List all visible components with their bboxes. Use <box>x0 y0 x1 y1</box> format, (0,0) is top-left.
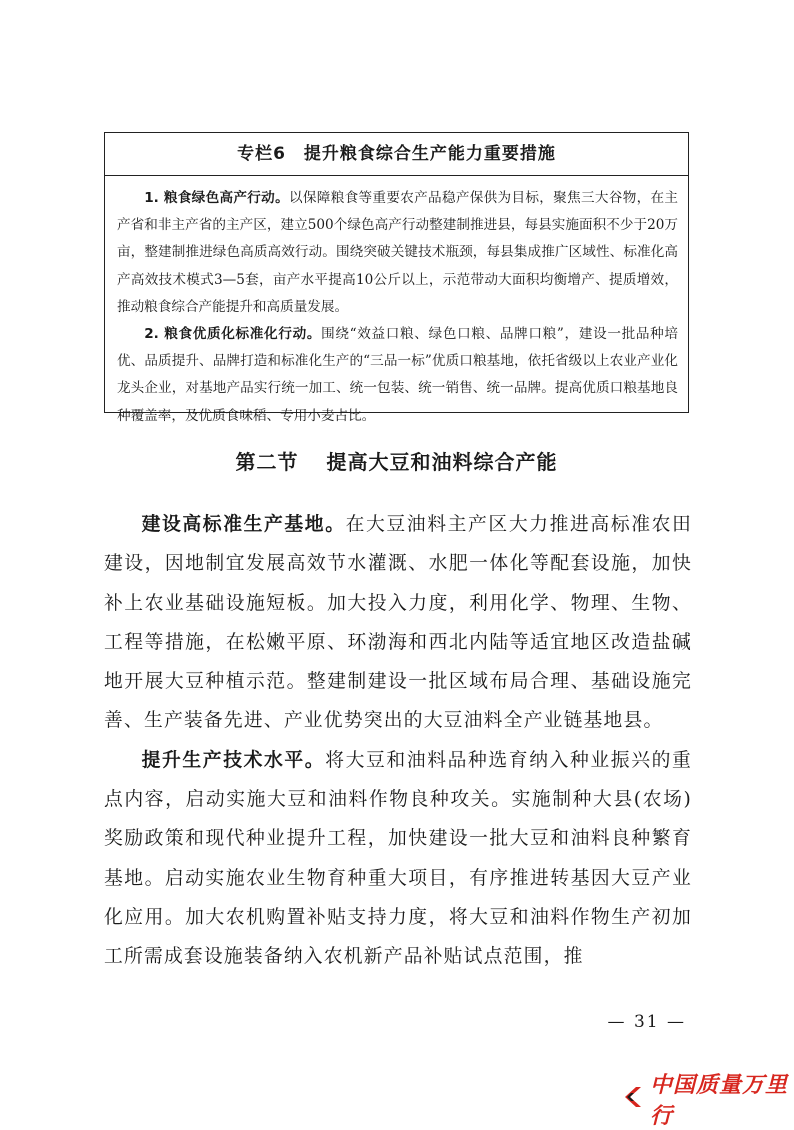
section-number: 第二节 <box>235 450 299 474</box>
paragraph-heading: 建设高标准生产基地。 <box>141 514 346 535</box>
watermark <box>620 1073 790 1129</box>
paragraph-heading: 提升生产技术水平。 <box>141 749 326 771</box>
paragraph <box>104 505 692 741</box>
watermark-text: 中国质量万里行 <box>650 1073 789 1129</box>
section-heading: 提高大豆和油料综合产能 <box>326 450 558 474</box>
column-box-body <box>105 176 688 430</box>
column-item-text: 围绕“效益口粮、绿色口粮、品牌口粮”，建设一批品种培优、品质提升、品牌打造和标准化生产的“三品一标”优质口粮基地，依托省级以上农业产业化龙头企业，对基地产品实行统一加工、统一包装、统一销售、统一品牌。提高优质口粮基地良种覆盖率，及优质食味稻、专用小麦占比。 <box>117 326 678 424</box>
column-item-heading: 2. 粮食优质化标准化行动。 <box>144 326 322 343</box>
column-item <box>117 321 678 430</box>
body-text <box>104 505 692 977</box>
column-box-title: 专栏6 提升粮食综合生产能力重要措施 <box>105 133 688 176</box>
column-item-heading: 1. 粮食绿色高产行动。 <box>144 190 289 206</box>
section-title <box>104 446 689 475</box>
paragraph-text: 在大豆油料主产区大力推进高标准农田建设，因地制宜发展高效节水灌溉、水肥一体化等配套设施，加快补上农业基础设施短板。加大投入力度，利用化学、物理、生物、工程等措施，在松嫩平原、环渤海和西北内陆等适宜地区改造盐碱地开展大豆种植示范。整建制建设一批区域布局合理、基础设施完善、生产装备先进、产业优势突出的大豆油料全产业链基地县。 <box>104 514 693 732</box>
column-item-text: 以保障粮食等重要农产品稳产保供为目标，聚焦三大谷物，在主产省和非主产省的主产区，建立500个绿色高产行动整建制推进县，每县实施面积不少于20万亩，整建制推进绿色高质高效行动。围绕突破关键技术瓶颈，每县集成推广区域性、标准化高产高效技术模式3—5套，亩产水平提高10公斤以上，示范带动大面积均衡增产、提质增效，推动粮食综合产能提升和高质量发展。 <box>117 190 679 315</box>
chevron-logo-icon <box>620 1084 646 1114</box>
page-number: — 31 — <box>607 1012 686 1032</box>
paragraph-text: 将大豆和油料品种选育纳入种业振兴的重点内容，启动实施大豆和油料作物良种攻关。实施制种大县(农场)奖励政策和现代种业提升工程，加快建设一批大豆和油料良种繁育基地。启动实施农业生物育种重大项目，有序推进转基因大豆产业化应用。加大农机购置补贴支持力度，将大豆和油料作物生产初加工所需成套设施装备纳入农机新产品补贴试点范围，推 <box>104 749 692 968</box>
paragraph <box>104 741 692 977</box>
column-item <box>117 185 678 321</box>
column-box <box>104 132 689 424</box>
